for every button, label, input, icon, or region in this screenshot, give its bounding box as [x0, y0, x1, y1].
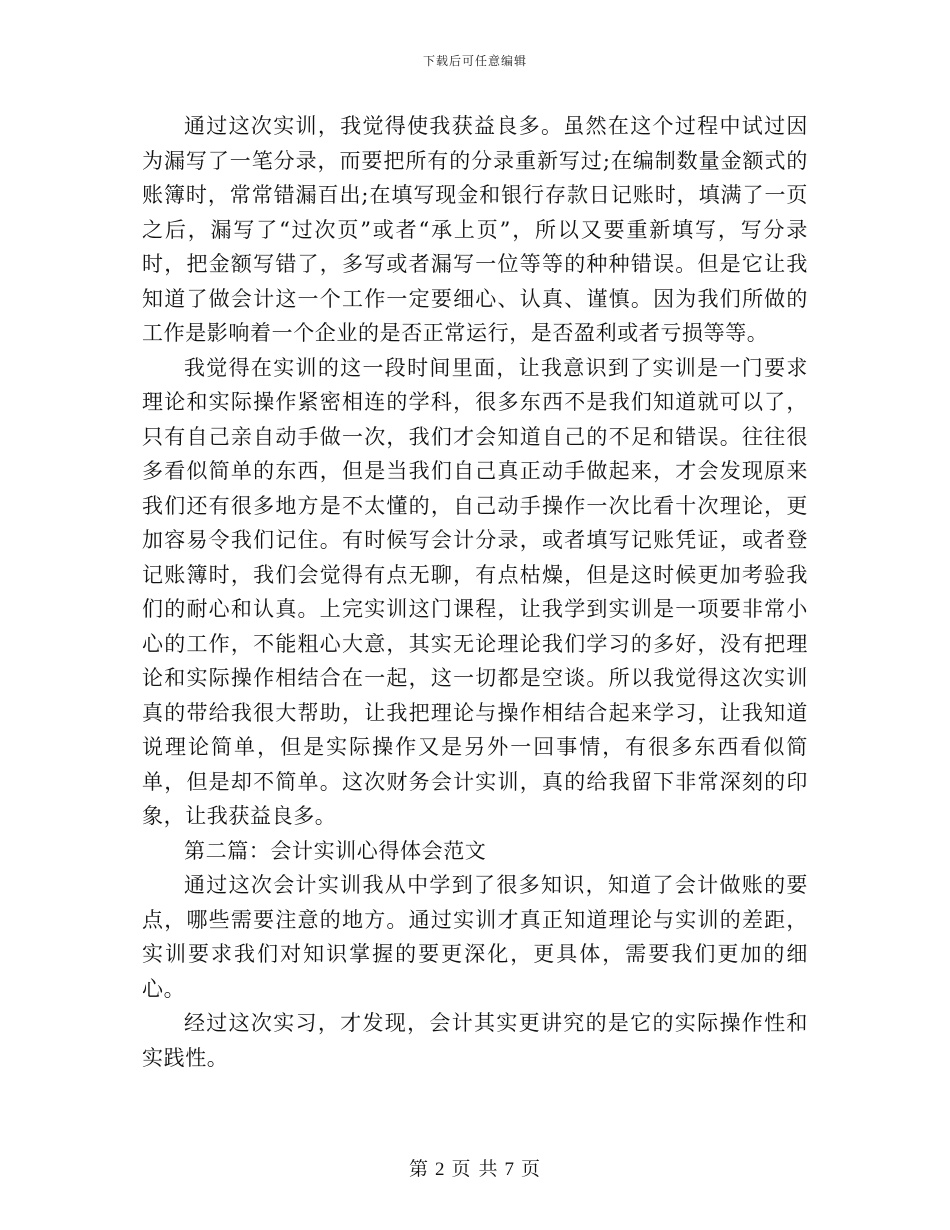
paragraph-2: 我觉得在实训的这一段时间里面，让我意识到了实训是一门要求理论和实际操作紧密相连的学科，很多东西不是我们知道就可以了，只有自己亲自动手做一次，我们才会知道自己的不足和错误。往往很多看似简单的东西，但是当我们自己真正动手做起来，才会发现原来我们还有很多地方是不太懂的，自己动手操作一次比看十次理论，更加容易令我们记住。有时候写会计分录，或者填写记账凭证，或者登记账簿时，我们会觉得有点无聊，有点枯燥，但是这时候更加考验我们的耐心和认真。上完实训这门课程，让我学到实训是一项要非常小心的工作，不能粗心大意，其实无论理论我们学习的多好，没有把理论和实际操作相结合在一起，这一切都是空谈。所以我觉得这次实训真的带给我很大帮助，让我把理论与操作相结合起来学习，让我知道说理论简单，但是实际操作又是另外一回事情，有很多东西看似简单，但是却不简单。这次财务会计实训，真的给我留下非常深刻的印象，让我获益良多。 — [142, 355, 808, 828]
footer-prefix: 第 — [408, 1158, 429, 1180]
section-heading: 第二篇：会计实训心得体会范文 — [184, 838, 487, 863]
footer-middle: 页 共 — [451, 1158, 499, 1180]
page-footer — [0, 1154, 950, 1181]
footer-total-pages: 7 — [504, 1159, 516, 1180]
paragraph-3: 通过这次会计实训我从中学到了很多知识，知道了会计做账的要点，哪些需要注意的地方。通过实训才真正知道理论与实训的差距，实训要求我们对知识掌握的要更深化，更具体，需要我们更加的细心。 — [142, 873, 808, 1001]
footer-suffix: 页 — [521, 1158, 542, 1180]
page-header — [0, 52, 950, 69]
header-note: 下载后可任意编辑 — [422, 54, 527, 68]
paragraph-4: 经过这次实习，才发现，会计其实更讲究的是它的实际操作性和实践性。 — [142, 1011, 808, 1070]
footer-current-page: 2 — [434, 1159, 446, 1180]
document-body — [142, 109, 808, 1075]
paragraph-1: 通过这次实训，我觉得使我获益良多。虽然在这个过程中试过因为漏写了一笔分录，而要把所有的分录重新写过;在编制数量金额式的账簿时，常常错漏百出;在填写现金和银行存款日记账时，填满了一页之后，漏写了“过次页”或者“承上页”，所以又要重新填写，写分录时，把金额写错了，多写或者漏写一位等等的种种错误。但是它让我知道了做会计这一个工作一定要细心、认真、谨慎。因为我们所做的工作是影响着一个企业的是否正常运行，是否盈利或者亏损等等。 — [142, 114, 808, 345]
